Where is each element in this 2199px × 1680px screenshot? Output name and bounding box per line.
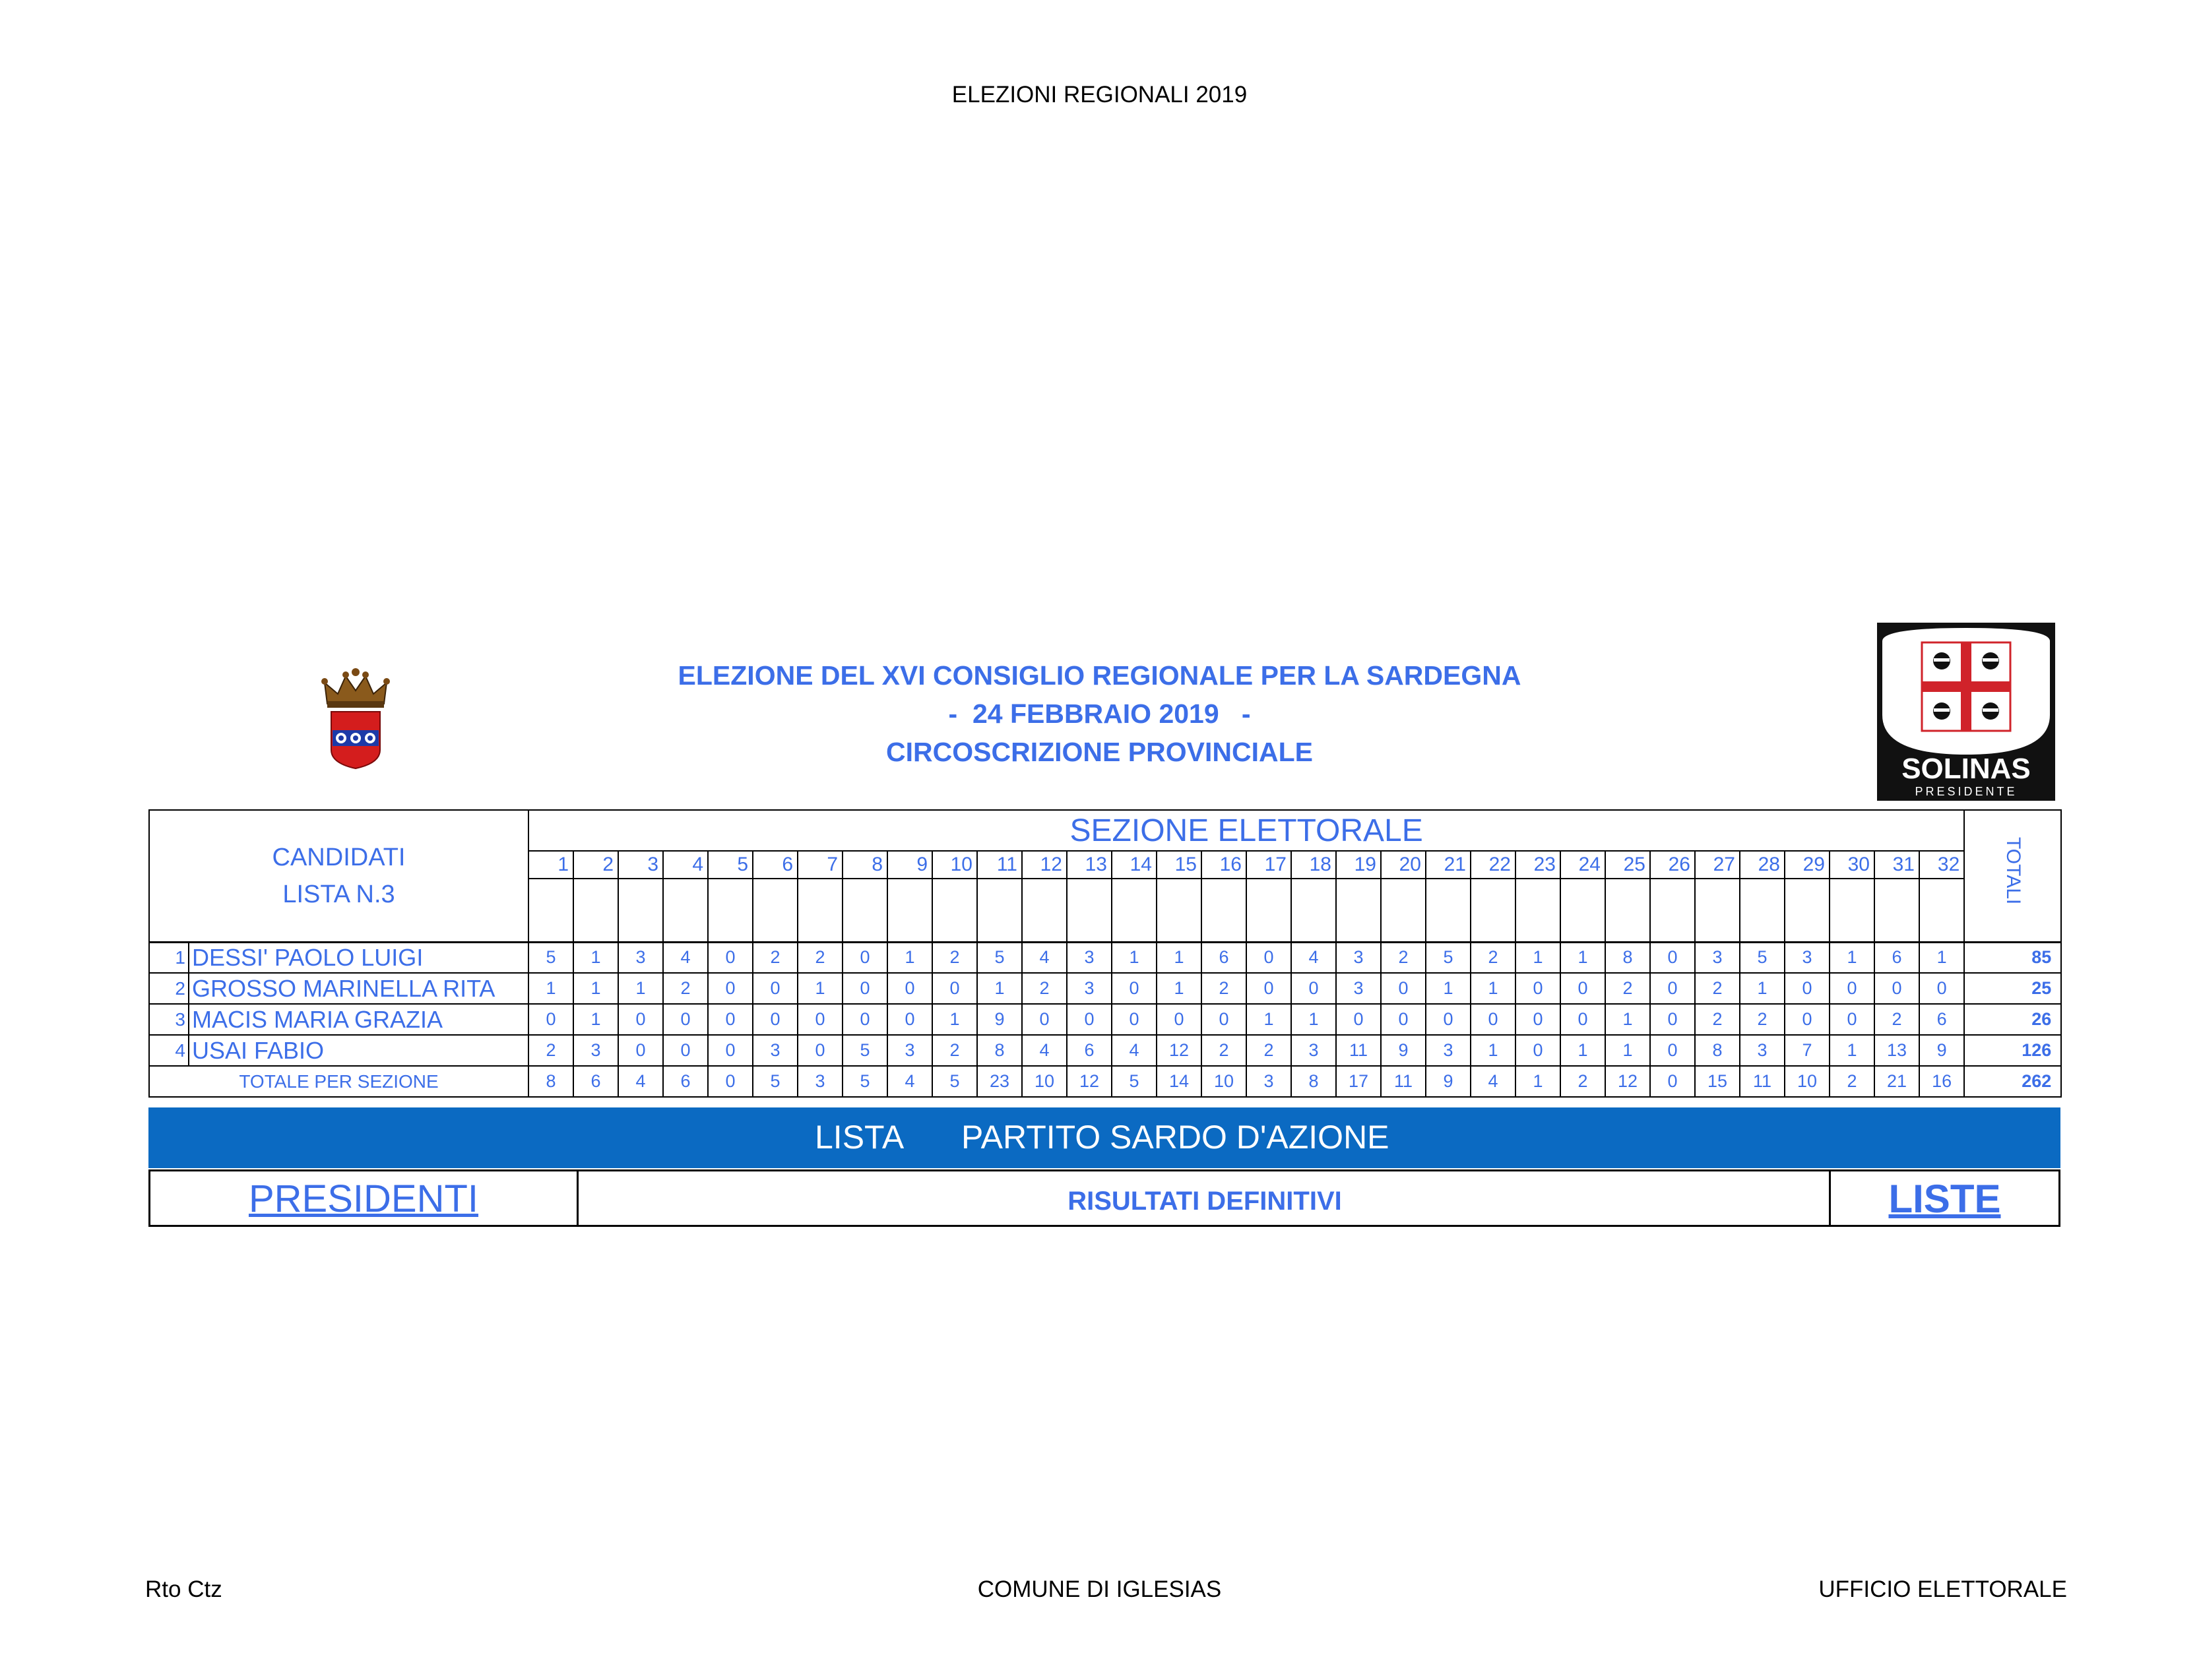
vote-cell: 8 [1605, 942, 1650, 973]
section-total-cell: 6 [573, 1066, 618, 1097]
section-total-cell: 15 [1695, 1066, 1740, 1097]
section-spacer [1201, 879, 1246, 942]
vote-cell: 0 [843, 942, 887, 973]
vote-cell: 6 [1201, 942, 1246, 973]
section-total-cell: 0 [1650, 1066, 1695, 1097]
section-total-cell: 11 [1381, 1066, 1426, 1097]
section-title: SEZIONE ELETTORALE [528, 810, 1964, 851]
vote-cell: 11 [1336, 1035, 1381, 1066]
vote-cell: 3 [1067, 942, 1112, 973]
section-total-cell: 10 [1785, 1066, 1830, 1097]
candidate-index: 3 [149, 1004, 189, 1035]
section-spacer [1740, 879, 1785, 942]
section-spacer [618, 879, 663, 942]
candidate-total: 85 [1964, 942, 2061, 973]
vote-cell: 0 [1067, 1004, 1112, 1035]
vote-cell: 0 [1650, 1004, 1695, 1035]
section-total-cell: 6 [663, 1066, 708, 1097]
vote-cell: 1 [1112, 942, 1157, 973]
vote-cell: 0 [1650, 1035, 1695, 1066]
section-total-cell: 9 [1426, 1066, 1471, 1097]
section-spacer [1336, 879, 1381, 942]
section-total-cell: 14 [1157, 1066, 1201, 1097]
vote-cell: 3 [887, 1035, 932, 1066]
vote-cell: 2 [1695, 973, 1740, 1004]
section-total-cell: 8 [528, 1066, 573, 1097]
grand-total: 262 [1964, 1066, 2061, 1097]
party-name: PARTITO SARDO D'AZIONE [961, 1119, 1389, 1156]
section-number: 1 [528, 851, 573, 879]
section-total-cell: 4 [618, 1066, 663, 1097]
vote-cell: 4 [663, 942, 708, 973]
vote-cell: 2 [798, 942, 843, 973]
section-spacer [932, 879, 977, 942]
vote-cell: 4 [1022, 1035, 1067, 1066]
section-spacer [708, 879, 753, 942]
section-spacer [528, 879, 573, 942]
vote-cell: 0 [1112, 1004, 1157, 1035]
vote-cell: 0 [798, 1035, 843, 1066]
section-number: 7 [798, 851, 843, 879]
vote-cell: 0 [1112, 973, 1157, 1004]
page-top-title: ELEZIONI REGIONALI 2019 [951, 82, 1248, 108]
vote-cell: 2 [663, 973, 708, 1004]
municipal-crest-icon [319, 664, 392, 770]
vote-cell: 2 [1246, 1035, 1291, 1066]
vote-cell: 1 [573, 973, 618, 1004]
vote-cell: 13 [1874, 1035, 1919, 1066]
list-number-label: LISTA N.3 [282, 880, 395, 908]
vote-cell: 0 [1830, 973, 1874, 1004]
vote-cell: 0 [1246, 973, 1291, 1004]
vote-cell: 1 [1605, 1004, 1650, 1035]
vote-cell: 1 [1515, 942, 1560, 973]
vote-cell: 2 [1201, 1035, 1246, 1066]
vote-cell: 0 [753, 973, 798, 1004]
vote-cell: 8 [977, 1035, 1022, 1066]
totals-row [149, 1066, 2061, 1097]
section-total-cell: 2 [1830, 1066, 1874, 1097]
vote-cell: 9 [977, 1004, 1022, 1035]
vote-cell: 9 [1381, 1035, 1426, 1066]
section-total-cell: 17 [1336, 1066, 1381, 1097]
document-heading [462, 656, 1737, 771]
vote-cell: 0 [1785, 973, 1830, 1004]
section-number: 20 [1381, 851, 1426, 879]
section-spacer [1695, 879, 1740, 942]
vote-cell: 1 [1560, 1035, 1605, 1066]
vote-cell: 1 [887, 942, 932, 973]
candidate-name: MACIS MARIA GRAZIA [189, 1004, 528, 1035]
vote-cell: 1 [573, 1004, 618, 1035]
vote-cell: 1 [618, 973, 663, 1004]
vote-cell: 3 [753, 1035, 798, 1066]
candidate-row [149, 1004, 2061, 1035]
section-number: 6 [753, 851, 798, 879]
section-total-cell: 5 [932, 1066, 977, 1097]
vote-cell: 0 [798, 1004, 843, 1035]
section-spacer [1112, 879, 1157, 942]
section-spacer [798, 879, 843, 942]
vote-cell: 3 [1067, 973, 1112, 1004]
section-number: 24 [1560, 851, 1605, 879]
section-total-cell: 3 [798, 1066, 843, 1097]
section-number: 30 [1830, 851, 1874, 879]
vote-cell: 0 [1560, 973, 1605, 1004]
liste-link[interactable]: LISTE [1829, 1171, 2058, 1225]
vote-cell: 4 [1112, 1035, 1157, 1066]
section-number: 9 [887, 851, 932, 879]
vote-cell: 4 [1291, 942, 1336, 973]
vote-cell: 1 [1291, 1004, 1336, 1035]
section-spacer [1874, 879, 1919, 942]
vote-cell: 5 [977, 942, 1022, 973]
section-spacer [977, 879, 1022, 942]
section-number: 25 [1605, 851, 1650, 879]
section-spacer [1291, 879, 1336, 942]
vote-cell: 1 [1157, 942, 1201, 973]
results-table [148, 809, 2062, 1098]
vote-cell: 2 [932, 1035, 977, 1066]
vote-cell: 0 [1919, 973, 1964, 1004]
section-spacer [573, 879, 618, 942]
vote-cell: 0 [1515, 1004, 1560, 1035]
vote-cell: 0 [1515, 973, 1560, 1004]
vote-cell: 0 [1381, 973, 1426, 1004]
vote-cell: 1 [528, 973, 573, 1004]
vote-cell: 1 [1830, 942, 1874, 973]
section-spacer [1515, 879, 1560, 942]
vote-cell: 1 [1560, 942, 1605, 973]
vote-cell: 1 [932, 1004, 977, 1035]
footer-left: Rto Ctz [145, 1576, 222, 1602]
section-spacer [1471, 879, 1515, 942]
vote-cell: 0 [1471, 1004, 1515, 1035]
vote-cell: 2 [1695, 1004, 1740, 1035]
vote-cell: 12 [1157, 1035, 1201, 1066]
section-total-cell: 4 [1471, 1066, 1515, 1097]
vote-cell: 2 [1874, 1004, 1919, 1035]
vote-cell: 8 [1695, 1035, 1740, 1066]
results-status: RISULTATI DEFINITIVI [1068, 1187, 1342, 1216]
section-spacer [1560, 879, 1605, 942]
vote-cell: 0 [528, 1004, 573, 1035]
vote-cell: 2 [753, 942, 798, 973]
candidate-total: 25 [1964, 973, 2061, 1004]
vote-cell: 6 [1067, 1035, 1112, 1066]
section-spacer [1919, 879, 1964, 942]
footer-right: UFFICIO ELETTORALE [1818, 1576, 2067, 1602]
vote-cell: 2 [1201, 973, 1246, 1004]
candidate-index: 2 [149, 973, 189, 1004]
candidate-total: 26 [1964, 1004, 2061, 1035]
vote-cell: 0 [887, 973, 932, 1004]
vote-cell: 2 [1381, 942, 1426, 973]
vote-cell: 0 [1650, 973, 1695, 1004]
lista-banner [148, 1107, 2060, 1168]
totals-header [1964, 810, 2061, 942]
vote-cell: 0 [708, 1004, 753, 1035]
vote-cell: 3 [1695, 942, 1740, 973]
vote-cell: 2 [932, 942, 977, 973]
section-number: 21 [1426, 851, 1471, 879]
heading-line-1: ELEZIONE DEL XVI CONSIGLIO REGIONALE PER LA SARDEGNA [678, 660, 1521, 691]
section-total-cell: 1 [1515, 1066, 1560, 1097]
lista-label: LISTA [815, 1119, 905, 1156]
heading-line-3: CIRCOSCRIZIONE PROVINCIALE [886, 737, 1313, 767]
vote-cell: 1 [1246, 1004, 1291, 1035]
section-number: 10 [932, 851, 977, 879]
candidate-row [149, 973, 2061, 1004]
section-total-cell: 10 [1022, 1066, 1067, 1097]
candidate-index: 4 [149, 1035, 189, 1066]
vote-cell: 3 [1426, 1035, 1471, 1066]
vote-cell: 5 [528, 942, 573, 973]
party-logo [1877, 623, 2055, 801]
vote-cell: 2 [1740, 1004, 1785, 1035]
section-spacer [1067, 879, 1112, 942]
candidate-name: DESSI' PAOLO LUIGI [189, 942, 528, 973]
section-total-cell: 11 [1740, 1066, 1785, 1097]
section-number: 19 [1336, 851, 1381, 879]
section-spacer [1830, 879, 1874, 942]
section-spacer [1785, 879, 1830, 942]
vote-cell: 0 [618, 1035, 663, 1066]
section-number: 4 [663, 851, 708, 879]
logo-subtitle: PRESIDENTE [1915, 785, 2018, 798]
section-number: 22 [1471, 851, 1515, 879]
vote-cell: 0 [1381, 1004, 1426, 1035]
candidates-header [149, 810, 528, 942]
solinas-logo-icon [1877, 623, 2055, 801]
vote-cell: 0 [708, 1035, 753, 1066]
vote-cell: 1 [1919, 942, 1964, 973]
vote-cell: 0 [708, 973, 753, 1004]
vote-cell: 1 [1830, 1035, 1874, 1066]
candidate-row [149, 942, 2061, 973]
footer-center: COMUNE DI IGLESIAS [977, 1576, 1222, 1602]
vote-cell: 2 [1605, 973, 1650, 1004]
vote-cell: 0 [1157, 1004, 1201, 1035]
heading-line-2: - 24 FEBBRAIO 2019 - [948, 699, 1251, 729]
candidate-name: GROSSO MARINELLA RITA [189, 973, 528, 1004]
section-spacer [663, 879, 708, 942]
vote-cell: 0 [1515, 1035, 1560, 1066]
candidate-total: 126 [1964, 1035, 2061, 1066]
vote-cell: 0 [1560, 1004, 1605, 1035]
section-number: 23 [1515, 851, 1560, 879]
section-total-cell: 8 [1291, 1066, 1336, 1097]
section-total-cell: 5 [753, 1066, 798, 1097]
vote-cell: 3 [1740, 1035, 1785, 1066]
vote-cell: 4 [1022, 942, 1067, 973]
vote-cell: 0 [663, 1035, 708, 1066]
vote-cell: 3 [1336, 942, 1381, 973]
navigation-bar [148, 1169, 2060, 1227]
vote-cell: 1 [977, 973, 1022, 1004]
vote-cell: 0 [1022, 1004, 1067, 1035]
vote-cell: 0 [1426, 1004, 1471, 1035]
section-total-cell: 21 [1874, 1066, 1919, 1097]
section-spacer [1605, 879, 1650, 942]
vote-cell: 1 [1605, 1035, 1650, 1066]
section-number: 16 [1201, 851, 1246, 879]
section-total-cell: 0 [708, 1066, 753, 1097]
vote-cell: 3 [1785, 942, 1830, 973]
candidate-name: USAI FABIO [189, 1035, 528, 1066]
vote-cell: 3 [1336, 973, 1381, 1004]
candidate-row [149, 1035, 2061, 1066]
vote-cell: 1 [798, 973, 843, 1004]
section-number: 17 [1246, 851, 1291, 879]
vote-cell: 0 [843, 1004, 887, 1035]
section-total-cell: 3 [1246, 1066, 1291, 1097]
vote-cell: 2 [1471, 942, 1515, 973]
section-total-cell: 12 [1605, 1066, 1650, 1097]
section-number: 26 [1650, 851, 1695, 879]
section-number: 11 [977, 851, 1022, 879]
section-total-cell: 4 [887, 1066, 932, 1097]
vote-cell: 0 [1201, 1004, 1246, 1035]
section-number: 14 [1112, 851, 1157, 879]
vote-cell: 2 [528, 1035, 573, 1066]
totals-label: TOTALI [2002, 837, 2024, 905]
section-spacer [1426, 879, 1471, 942]
vote-cell: 0 [663, 1004, 708, 1035]
section-number: 28 [1740, 851, 1785, 879]
vote-cell: 3 [1291, 1035, 1336, 1066]
section-number: 15 [1157, 851, 1201, 879]
section-total-cell: 2 [1560, 1066, 1605, 1097]
section-total-cell: 23 [977, 1066, 1022, 1097]
presidenti-link[interactable]: PRESIDENTI [150, 1171, 579, 1225]
section-number: 8 [843, 851, 887, 879]
totals-row-label: TOTALE PER SEZIONE [149, 1066, 528, 1097]
section-total-cell: 5 [1112, 1066, 1157, 1097]
section-spacer [887, 879, 932, 942]
section-number: 27 [1695, 851, 1740, 879]
section-total-cell: 16 [1919, 1066, 1964, 1097]
vote-cell: 0 [1336, 1004, 1381, 1035]
logo-name: SOLINAS [1901, 753, 2031, 785]
section-total-cell: 5 [843, 1066, 887, 1097]
section-number: 29 [1785, 851, 1830, 879]
candidates-label: CANDIDATI [272, 843, 406, 871]
vote-cell: 7 [1785, 1035, 1830, 1066]
vote-cell: 5 [1740, 942, 1785, 973]
vote-cell: 2 [1022, 973, 1067, 1004]
section-number: 32 [1919, 851, 1964, 879]
vote-cell: 0 [1246, 942, 1291, 973]
vote-cell: 1 [1471, 1035, 1515, 1066]
vote-cell: 0 [1291, 973, 1336, 1004]
vote-cell: 0 [708, 942, 753, 973]
vote-cell: 1 [1471, 973, 1515, 1004]
section-number: 3 [618, 851, 663, 879]
section-number: 13 [1067, 851, 1112, 879]
vote-cell: 0 [843, 973, 887, 1004]
vote-cell: 1 [573, 942, 618, 973]
section-spacer [843, 879, 887, 942]
section-number: 12 [1022, 851, 1067, 879]
vote-cell: 1 [1426, 973, 1471, 1004]
section-spacer [1381, 879, 1426, 942]
vote-cell: 3 [573, 1035, 618, 1066]
vote-cell: 6 [1874, 942, 1919, 973]
section-number: 2 [573, 851, 618, 879]
section-spacer [1246, 879, 1291, 942]
section-total-cell: 12 [1067, 1066, 1112, 1097]
vote-cell: 3 [618, 942, 663, 973]
vote-cell: 5 [843, 1035, 887, 1066]
section-number: 5 [708, 851, 753, 879]
vote-cell: 0 [618, 1004, 663, 1035]
vote-cell: 0 [932, 973, 977, 1004]
section-spacer [1157, 879, 1201, 942]
vote-cell: 0 [1874, 973, 1919, 1004]
section-total-cell: 10 [1201, 1066, 1246, 1097]
vote-cell: 0 [1650, 942, 1695, 973]
vote-cell: 0 [1830, 1004, 1874, 1035]
vote-cell: 1 [1740, 973, 1785, 1004]
section-spacer [753, 879, 798, 942]
vote-cell: 5 [1426, 942, 1471, 973]
vote-cell: 0 [753, 1004, 798, 1035]
vote-cell: 6 [1919, 1004, 1964, 1035]
section-number: 18 [1291, 851, 1336, 879]
candidate-index: 1 [149, 942, 189, 973]
vote-cell: 9 [1919, 1035, 1964, 1066]
section-spacer [1022, 879, 1067, 942]
vote-cell: 1 [1157, 973, 1201, 1004]
section-spacer [1650, 879, 1695, 942]
section-number: 31 [1874, 851, 1919, 879]
vote-cell: 0 [1785, 1004, 1830, 1035]
vote-cell: 0 [887, 1004, 932, 1035]
